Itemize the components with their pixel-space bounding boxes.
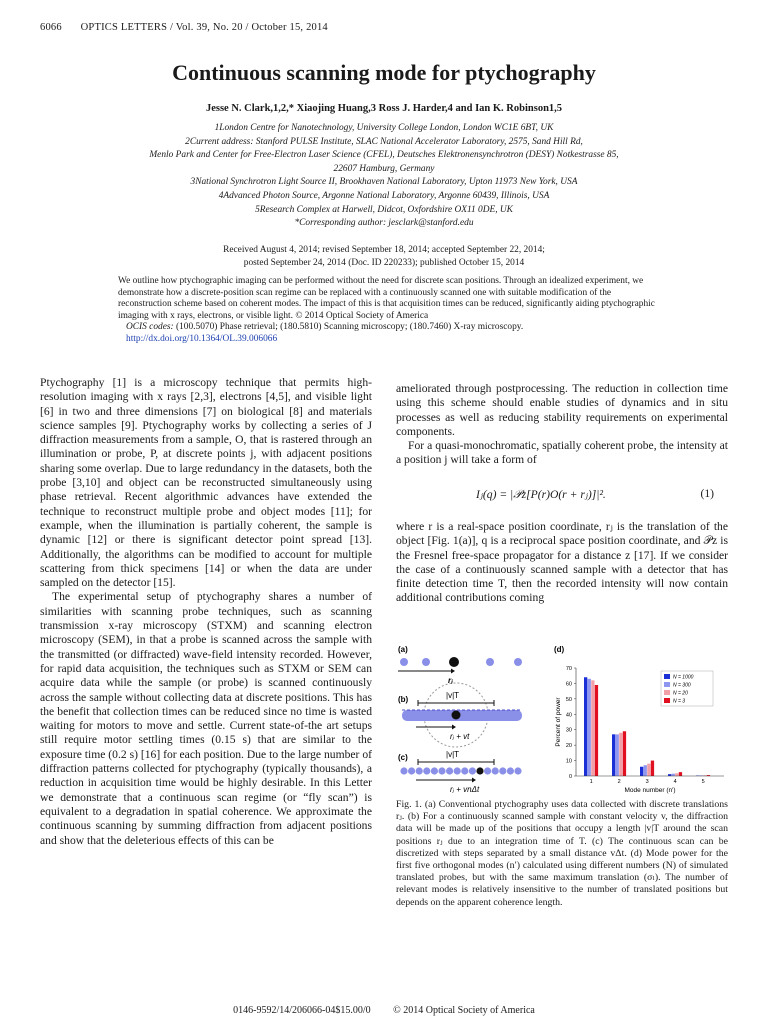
bar (616, 734, 619, 776)
scan-point (400, 767, 407, 774)
y-tick-label: 10 (565, 758, 572, 765)
scan-point (514, 767, 521, 774)
article-title: Continuous scanning mode for ptychography (172, 60, 596, 85)
scan-point (492, 767, 499, 774)
affiliation-3: 3National Synchrotron Light Source II, Brookhaven National Laboratory, Upton 11973 New York, USA (190, 177, 578, 188)
bar (640, 767, 643, 776)
y-tick-label: 60 (565, 681, 572, 688)
bar (647, 764, 650, 776)
y-tick-label: 50 (565, 696, 572, 703)
legend-swatch (664, 674, 670, 679)
ocis-label: OCIS codes: (126, 322, 174, 333)
ocis-values: (100.5070) Phase retrieval; (180.5810) Scanning microscopy; (180.7460) X-ray microscopy. (176, 322, 524, 333)
y-tick-label: 30 (565, 727, 572, 734)
arrow-head-icon (452, 725, 456, 730)
x-tick-label: 5 (701, 779, 705, 785)
paragraph: where r is a real-space position coordinate, rⱼ is the translation of the object [Fig. 1(a)], q is a reciprocal space position coordinate, and 𝒫z is the Fresnel free-space propagator for a distance z [17]. If we consider the case of a continuously scanned sample with a detector that has finite detection time T, then the recorded intensity will now contain additional contributions coming (396, 520, 728, 605)
equation-number: (1) (700, 487, 714, 500)
arrow-head-icon (451, 669, 455, 674)
label-vT-b: |v|T (446, 691, 460, 700)
y-tick-label: 0 (568, 774, 572, 780)
body-column-left (40, 376, 372, 848)
doi-link[interactable]: http://dx.doi.org/10.1364/OL.39.006066 (126, 333, 278, 344)
scan-point (438, 767, 445, 774)
panel-label-c: (c) (398, 753, 408, 762)
scan-strip (402, 710, 522, 721)
dates-line-1: Received August 4, 2014; revised September 18, 2014; accepted September 22, 2014; (223, 245, 545, 255)
paragraph: ameliorated through postprocessing. The reduction in collection time using this scheme should enable studies of dynamics and in situ processes as well as reducing stability requirements on experimental components. (396, 382, 728, 438)
paragraph: The experimental setup of ptychography shares a number of similarities with scanning probe techniques, such as scanning transmission x-ray microscopy (STXM) and scanning electron microscopy (SEM), in that a probe is scanned across the sample with the transmitted (or diffracted) wave-field intensity recorded. However, for rapid data acquisition, the techniques such as STXM or SEM can acquire data while the sample (or probe) is scanned continuously across the sample without collecting data at discrete positions. This has the benefit that collection times can be reduced since no time is wasted waiting for motors to move and settle. Current state-of-the art setups still require motor settling times (0.15 s) that are similar to the exposure time (0.2 s) [16] for each position. Due to the large number of diffraction patterns collected for ptychography (typically thousands), a reduction in acquisition time would be highly desirable. In this Letter we demonstrate that a continuous scan regime (or “fly scan”) is equivalent to a degradation in spatial coherence. We approximate the continuous scanning by summing diffraction from adjacent positions and show that the deleterious effects of this can be (40, 590, 372, 847)
x-tick-label: 1 (589, 779, 593, 785)
bar (619, 733, 622, 776)
label-rj-vndt: rⱼ + vnΔt (450, 785, 480, 794)
scan-point (423, 767, 430, 774)
panel-label-d: (d) (554, 645, 565, 654)
y-axis-ticks (566, 666, 576, 780)
scan-point (431, 767, 438, 774)
current-scan-point (449, 657, 459, 667)
bar (672, 774, 675, 776)
label-rj-a: rⱼ (448, 676, 453, 685)
panel-label-a: (a) (398, 645, 408, 654)
label-rj-vt: rⱼ + vt (450, 732, 470, 741)
y-tick-label: 70 (565, 666, 572, 672)
panel-b-diagram (402, 683, 522, 747)
bar (679, 772, 682, 776)
x-axis-ticks (590, 779, 705, 785)
scan-point (408, 767, 415, 774)
bar (612, 734, 615, 776)
scan-point (416, 767, 423, 774)
scan-point (484, 767, 491, 774)
scan-point (461, 767, 468, 774)
label-vT-c: |v|T (446, 750, 460, 759)
journal-info: OPTICS LETTERS / Vol. 39, No. 20 / October 15, 2014 (80, 22, 328, 33)
bar (584, 677, 587, 776)
scan-point (446, 767, 453, 774)
discrete-steps (400, 767, 521, 774)
bar (588, 679, 591, 776)
scan-point (486, 658, 494, 666)
x-axis-label: Mode number (n′) (624, 787, 676, 794)
footer-code: 0146-9592/14/206066-04$15.00/0 (233, 1005, 371, 1016)
mode-power-chart (555, 666, 724, 794)
scan-point (514, 658, 522, 666)
affiliation-4: 4Advanced Photon Source, Argonne National Laboratory, Argonne 60439, Illinois, USA (218, 190, 550, 201)
legend-label: N = 20 (673, 690, 688, 697)
affiliation-2: 2Current address: Stanford PULSE Institute, SLAC National Accelerator Laboratory, 2575, Sand Hill Rd, (185, 136, 583, 147)
current-scan-point (476, 767, 483, 774)
y-axis-label: Percent of power (555, 697, 562, 747)
affiliation-5: 5Research Complex at Harwell, Didcot, Oxfordshire OX11 0DE, UK (255, 204, 513, 215)
abstract (118, 276, 658, 346)
bar (591, 680, 594, 776)
chart-legend (661, 671, 713, 706)
bar (623, 731, 626, 776)
bar (595, 685, 598, 776)
footer-copyright: © 2014 Optical Society of America (393, 1005, 535, 1016)
affiliation-1: 1London Centre for Nanotechnology, University College London, London WC1E 6BT, UK (214, 123, 554, 133)
dates-line-2: posted September 24, 2014 (Doc. ID 220233); published October 15, 2014 (243, 258, 525, 268)
publication-dates (40, 244, 728, 270)
current-scan-point (452, 711, 461, 720)
legend-label: N = 1000 (673, 674, 694, 681)
abstract-text: We outline how ptychographic imaging can be performed without the need for discrete scan positions. Through an idealized experiment, we demonstrate how a discrete-position scan regime can be replaced with a continuously scanned one with suitable modification of the reconstruction scheme based on coherent modes. The impact of this is that acquisition times can be reduced, significantly aiding ptychographic imaging with x rays, electrons, or visible light. © 2014 Optical Society of America (118, 276, 655, 321)
scan-point (469, 767, 476, 774)
scan-point (499, 767, 506, 774)
paragraph: Ptychography [1] is a microscopy technique that permits high-resolution imaging with x rays [2,3], electrons [4,5], and visible light [6] in two and three dimensions [7] on biological [8] and materials science samples [9]. Ptychography works by collecting a series of J diffraction measurements from a sample, O, that is rastered through an illumination or probe, P, at discrete points j, with adjacent positions sharing some overlap. Due to large redundancy in the datasets, both the probe [3,10] and object can be reconstructed simultaneously using phase retrieval. Recent algorithmic advances have extended the technique to reconstruct multiple probe and object modes [11]; for example, when the illumination is partially coherent, the sample is dynamic [12] or there is significant detector point spread [13]. Additionally, the algorithms can be modified to account for multiple scattering from thick specimens [14] or when the data are under sampled on the detector [15]. (40, 376, 372, 590)
author-list: Jesse N. Clark,1,2,* Xiaojing Huang,3 Ross J. Harder,4 and Ian K. Robinson1,5 (205, 103, 563, 114)
scan-point (400, 658, 408, 666)
page-footer (0, 1005, 768, 1016)
x-tick-label: 2 (617, 779, 621, 785)
scan-point (454, 767, 461, 774)
body-column-right (396, 382, 728, 468)
bar (675, 773, 678, 776)
scan-point (507, 767, 514, 774)
legend-label: N = 300 (673, 682, 691, 689)
paragraph: For a quasi-monochromatic, spatially coherent probe, the intensity at a position j will take a form of (396, 439, 728, 467)
legend-swatch (664, 690, 670, 695)
figure-1 (396, 640, 728, 795)
running-header (40, 22, 328, 33)
corresponding-author: *Corresponding author: jesclark@stanford.edu (294, 218, 474, 229)
x-tick-label: 3 (645, 779, 649, 785)
y-tick-label: 20 (565, 743, 572, 750)
legend-swatch (664, 682, 670, 687)
panel-a-diagram (398, 657, 522, 685)
legend-swatch (664, 698, 670, 703)
affiliations (40, 122, 728, 231)
affiliation-2-cont2: 22607 Hamburg, Germany (333, 163, 435, 174)
body-column-right-cont (396, 520, 728, 606)
legend-label: N = 3 (673, 698, 686, 705)
y-tick-label: 40 (565, 712, 572, 719)
arrow-head-icon (472, 778, 476, 783)
x-tick-label: 4 (673, 779, 677, 785)
bar (651, 761, 654, 776)
affiliation-2-cont: Menlo Park and Center for Free-Electron Laser Science (CFEL), Deutsches Elektronensynchrotron (DESY) Notkestrasse 85, (149, 150, 619, 161)
bar (644, 765, 647, 776)
scan-point (422, 658, 430, 666)
panel-label-b: (b) (398, 695, 409, 704)
equation-text: Iⱼ(q) = |𝒫z[P(r)O(r + rⱼ)]|². (476, 488, 606, 501)
panel-c-diagram (400, 750, 521, 794)
ocis-codes (126, 322, 658, 334)
page-number: 6066 (40, 22, 62, 33)
figure-caption: Fig. 1. (a) Conventional ptychography uses data collected with discrete translations rⱼ. (b) For a continuously scanned sample with constant velocity v, the diffraction data will be made up of the positions that occupy a length |v|T around the scan positions rⱼ due to an integration time of T. (c) The continuous scan can be discretized with steps separated by a small distance vΔt. (d) Mode power for the first five orthogonal modes (n′) calculated using different numbers (N) of simulated translated probes, but with the same maximum translation (σₗ). The number of relevant modes is relatively insensitive to the number of translated positions but depends on the apparent coherence length. (396, 799, 728, 908)
